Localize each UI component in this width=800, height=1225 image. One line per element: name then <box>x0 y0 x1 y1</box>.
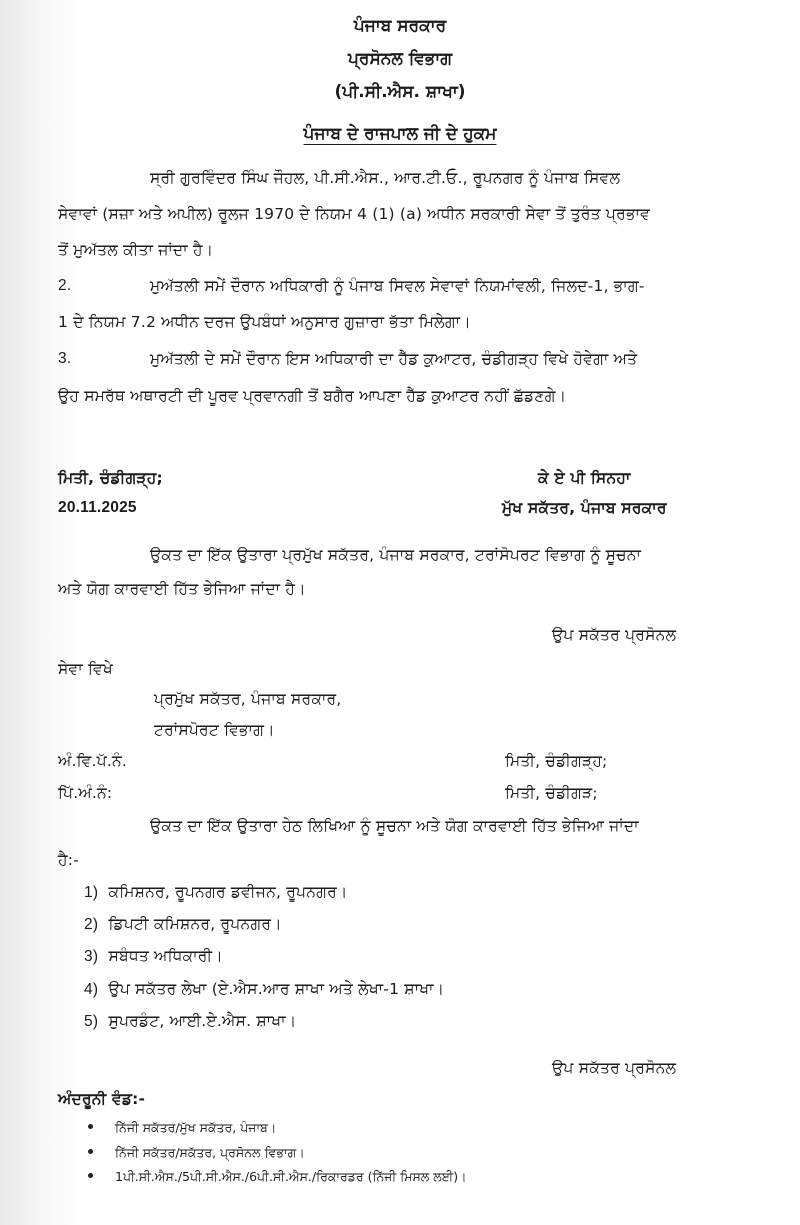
recipient-number: 3) <box>84 948 99 965</box>
endorsement-number-left: ਪਿੱ.ਅੰ.ਨੰ: <box>58 784 113 802</box>
recipient-number: 4) <box>84 981 99 998</box>
order-title: ਪੰਜਾਬ ਦੇ ਰਾਜਪਾਲ ਜੀ ਦੇ ਹੁਕਮ <box>303 124 497 144</box>
recipient-item <box>84 915 282 934</box>
recipient-item <box>84 980 444 999</box>
para2-number: 2. <box>58 277 72 294</box>
endorsement1-line2: ਅਤੇ ਯੋਗ ਕਾਰਵਾਈ ਹਿੱਤ ਭੇਜਿਆ ਜਾਂਦਾ ਹੈ। <box>58 580 306 598</box>
recipient-text: ਡਿਪਟੀ ਕਮਿਸ਼ਨਰ, ਰੂਪਨਗਰ। <box>108 915 282 933</box>
endorsement-date-right: ਮਿਤੀ, ਚੰਡੀਗੜ; <box>505 784 598 802</box>
distribution-item <box>88 1145 305 1161</box>
endorsement2-signatory: ਉਪ ਸਕੱਤਰ ਪ੍ਰਸੋਨਲ <box>552 1059 677 1077</box>
recipient-item <box>84 947 223 966</box>
addressee-line1: ਪ੍ਰਮੁੱਖ ਸਕੱਤਰ, ਪੰਜਾਬ ਸਰਕਾਰ, <box>154 690 342 708</box>
distribution-item <box>88 1169 467 1185</box>
government-heading: ਪੰਜਾਬ ਸਰਕਾਰ <box>353 16 447 36</box>
para2-line2: 1 ਦੇ ਨਿਯਮ 7.2 ਅਧੀਨ ਦਰਜ ਉਪਬੰਧਾਂ ਅਨੁਸਾਰ ਗੁਜ਼ਾਰਾ ਭੱਤਾ ਮਿਲੇਗਾ। <box>58 313 471 331</box>
recipient-number: 5) <box>84 1013 99 1030</box>
para1-line2: ਸੇਵਾਵਾਂ (ਸਜ਼ਾ ਅਤੇ ਅਪੀਲ) ਰੂਲਜ 1970 ਦੇ ਨਿਯਮ 4 (1) (a) ਅਧੀਨ ਸਰਕਾਰੀ ਸੇਵਾ ਤੋਂ ਤੁਰੰਤ ਪ੍ਰਭਾਵ <box>58 205 650 223</box>
date-place: ਮਿਤੀ, ਚੰਡੀਗੜ੍ਹ; <box>58 469 163 487</box>
bullet-icon <box>88 1149 93 1154</box>
recipient-item <box>84 1012 296 1031</box>
endorsement1-line1: ਉਕਤ ਦਾ ਇੱਕ ਉਤਾਰਾ ਪ੍ਰਮੁੱਖ ਸਕੱਤਰ, ਪੰਜਾਬ ਸਰਕਾਰ, ਟਰਾਂਸੋਪਰਟ ਵਿਭਾਗ ਨੂੰ ਸੂਚਨਾ <box>150 546 642 564</box>
signatory-designation: ਮੁੱਖ ਸਕੱਤਰ, ਪੰਜਾਬ ਸਰਕਾਰ <box>502 499 667 517</box>
distribution-item-text: ਨਿੱਜੀ ਸਕੱਤਰ/ਸਕੱਤਰ, ਪ੍ਰਸੋਨਲ ਵਿਭਾਗ। <box>115 1145 305 1160</box>
signatory-name: ਕੇ ਏ ਪੀ ਸਿਨਹਾ <box>538 469 631 487</box>
reference-number-left: ਅੰ.ਵਿ.ਪੱ.ਨੰ. <box>58 752 128 770</box>
para3-line1: ਮੁਅੱਤਲੀ ਦੇ ਸਮੇਂ ਦੌਰਾਨ ਇਸ ਅਧਿਕਾਰੀ ਦਾ ਹੈੱਡ ਕੁਆਟਰ, ਚੰਡੀਗੜ੍ਹ ਵਿਖੇ ਹੋਵੇਗਾ ਅਤੇ <box>150 350 638 368</box>
distribution-item-text: ਨਿੱਜੀ ਸਕੱਤਰ/ਮੁੱਖ ਸਕੱਤਰ, ਪੰਜਾਬ। <box>115 1120 277 1135</box>
para3-number: 3. <box>58 350 72 367</box>
para3-line2: ਉਹ ਸਮਰੱਥ ਅਥਾਰਟੀ ਦੀ ਪੂਰਵ ਪ੍ਰਵਾਨਗੀ ਤੋਂ ਬਗੈਰ ਆਪਣਾ ਹੈੱਡ ਕੁਆਟਰ ਨਹੀਂ ਛੱਡਣਗੇ। <box>58 387 567 405</box>
endorsement2-line1: ਉਕਤ ਦਾ ਇੱਕ ਉਤਾਰਾ ਹੇਠ ਲਿਖਿਆ ਨੂੰ ਸੂਚਨਾ ਅਤੇ ਯੋਗ ਕਾਰਵਾਈ ਹਿੱਤ ਭੇਜਿਆ ਜਾਂਦਾ <box>150 817 639 835</box>
bullet-icon <box>88 1173 93 1178</box>
para1-line3: ਤੋਂ ਮੁਅੱਤਲ ਕੀਤਾ ਜਾਂਦਾ ਹੈ। <box>58 241 214 259</box>
endorsement2-line2: ਹੈ:- <box>58 851 79 869</box>
reference-date-right: ਮਿਤੀ, ਚੰਡੀਗੜ੍ਹ; <box>505 752 608 770</box>
internal-distribution-title: ਅੰਦਰੂਨੀ ਵੰਡ:- <box>58 1090 146 1108</box>
para2-line1: ਮੁਅੱਤਲੀ ਸਮੇਂ ਦੌਰਾਨ ਅਧਿਕਾਰੀ ਨੂੰ ਪੰਜਾਬ ਸਿਵਲ ਸੇਵਾਵਾਂ ਨਿਯਮਾਂਵਲੀ, ਜਿਲਦ-1, ਭਾਗ- <box>150 277 645 295</box>
recipient-text: ਸੁਪਰਡੰਟ, ਆਈ.ਏ.ਐਸ. ਸ਼ਾਖਾ। <box>108 1012 297 1030</box>
distribution-item <box>88 1120 276 1136</box>
recipient-text: ਕਮਿਸ਼ਨਰ, ਰੂਪਨਗਰ ਡਵੀਜਨ, ਰੂਪਨਗਰ। <box>108 883 348 901</box>
endorsement1-signatory: ਉਪ ਸਕੱਤਰ ਪ੍ਰਸੋਨਲ <box>552 626 677 644</box>
distribution-item-text: 1ਪੀ.ਸੀ.ਐਸ./5ਪੀ.ਸੀ.ਐਸ./6ਪੀ.ਸੀ.ਐਸ./ਰਿਕਾਰਡਰ (ਨਿੱਜੀ ਮਿਸਲ ਲਈ)। <box>115 1169 467 1184</box>
recipient-number: 2) <box>84 916 99 933</box>
addressee-line2: ਟਰਾਂਸਪੋਰਟ ਵਿਭਾਗ। <box>154 721 275 739</box>
recipient-text: ਉਪ ਸਕੱਤਰ ਲੇਖਾ (ਏ.ਐਸ.ਆਰ ਸ਼ਾਖਾ ਅਤੇ ਲੇਖਾ-1 ਸ਼ਾਖਾ। <box>108 980 445 998</box>
branch-heading: (ਪੀ.ਸੀ.ਐਸ. ਸ਼ਾਖਾ) <box>334 82 466 102</box>
bullet-icon <box>88 1124 93 1129</box>
recipient-number: 1) <box>84 884 99 901</box>
recipient-item <box>84 883 348 902</box>
addressee-label: ਸੇਵਾ ਵਿਖੇ <box>58 660 113 678</box>
department-heading: ਪ੍ਰਸੋਨਲ ਵਿਭਾਗ <box>347 49 453 69</box>
para1-line1: ਸ੍ਰੀ ਗੁਰਵਿੰਦਰ ਸਿੰਘ ਜੌਹਲ, ਪੀ.ਸੀ.ਐਸ., ਆਰ.ਟੀ.ਓ., ਰੂਪਨਗਰ ਨੂੰ ਪੰਜਾਬ ਸਿਵਲ <box>150 169 621 187</box>
order-date: 20.11.2025 <box>58 499 137 516</box>
recipient-text: ਸਬੰਧਤ ਅਧਿਕਾਰੀ। <box>108 947 223 965</box>
